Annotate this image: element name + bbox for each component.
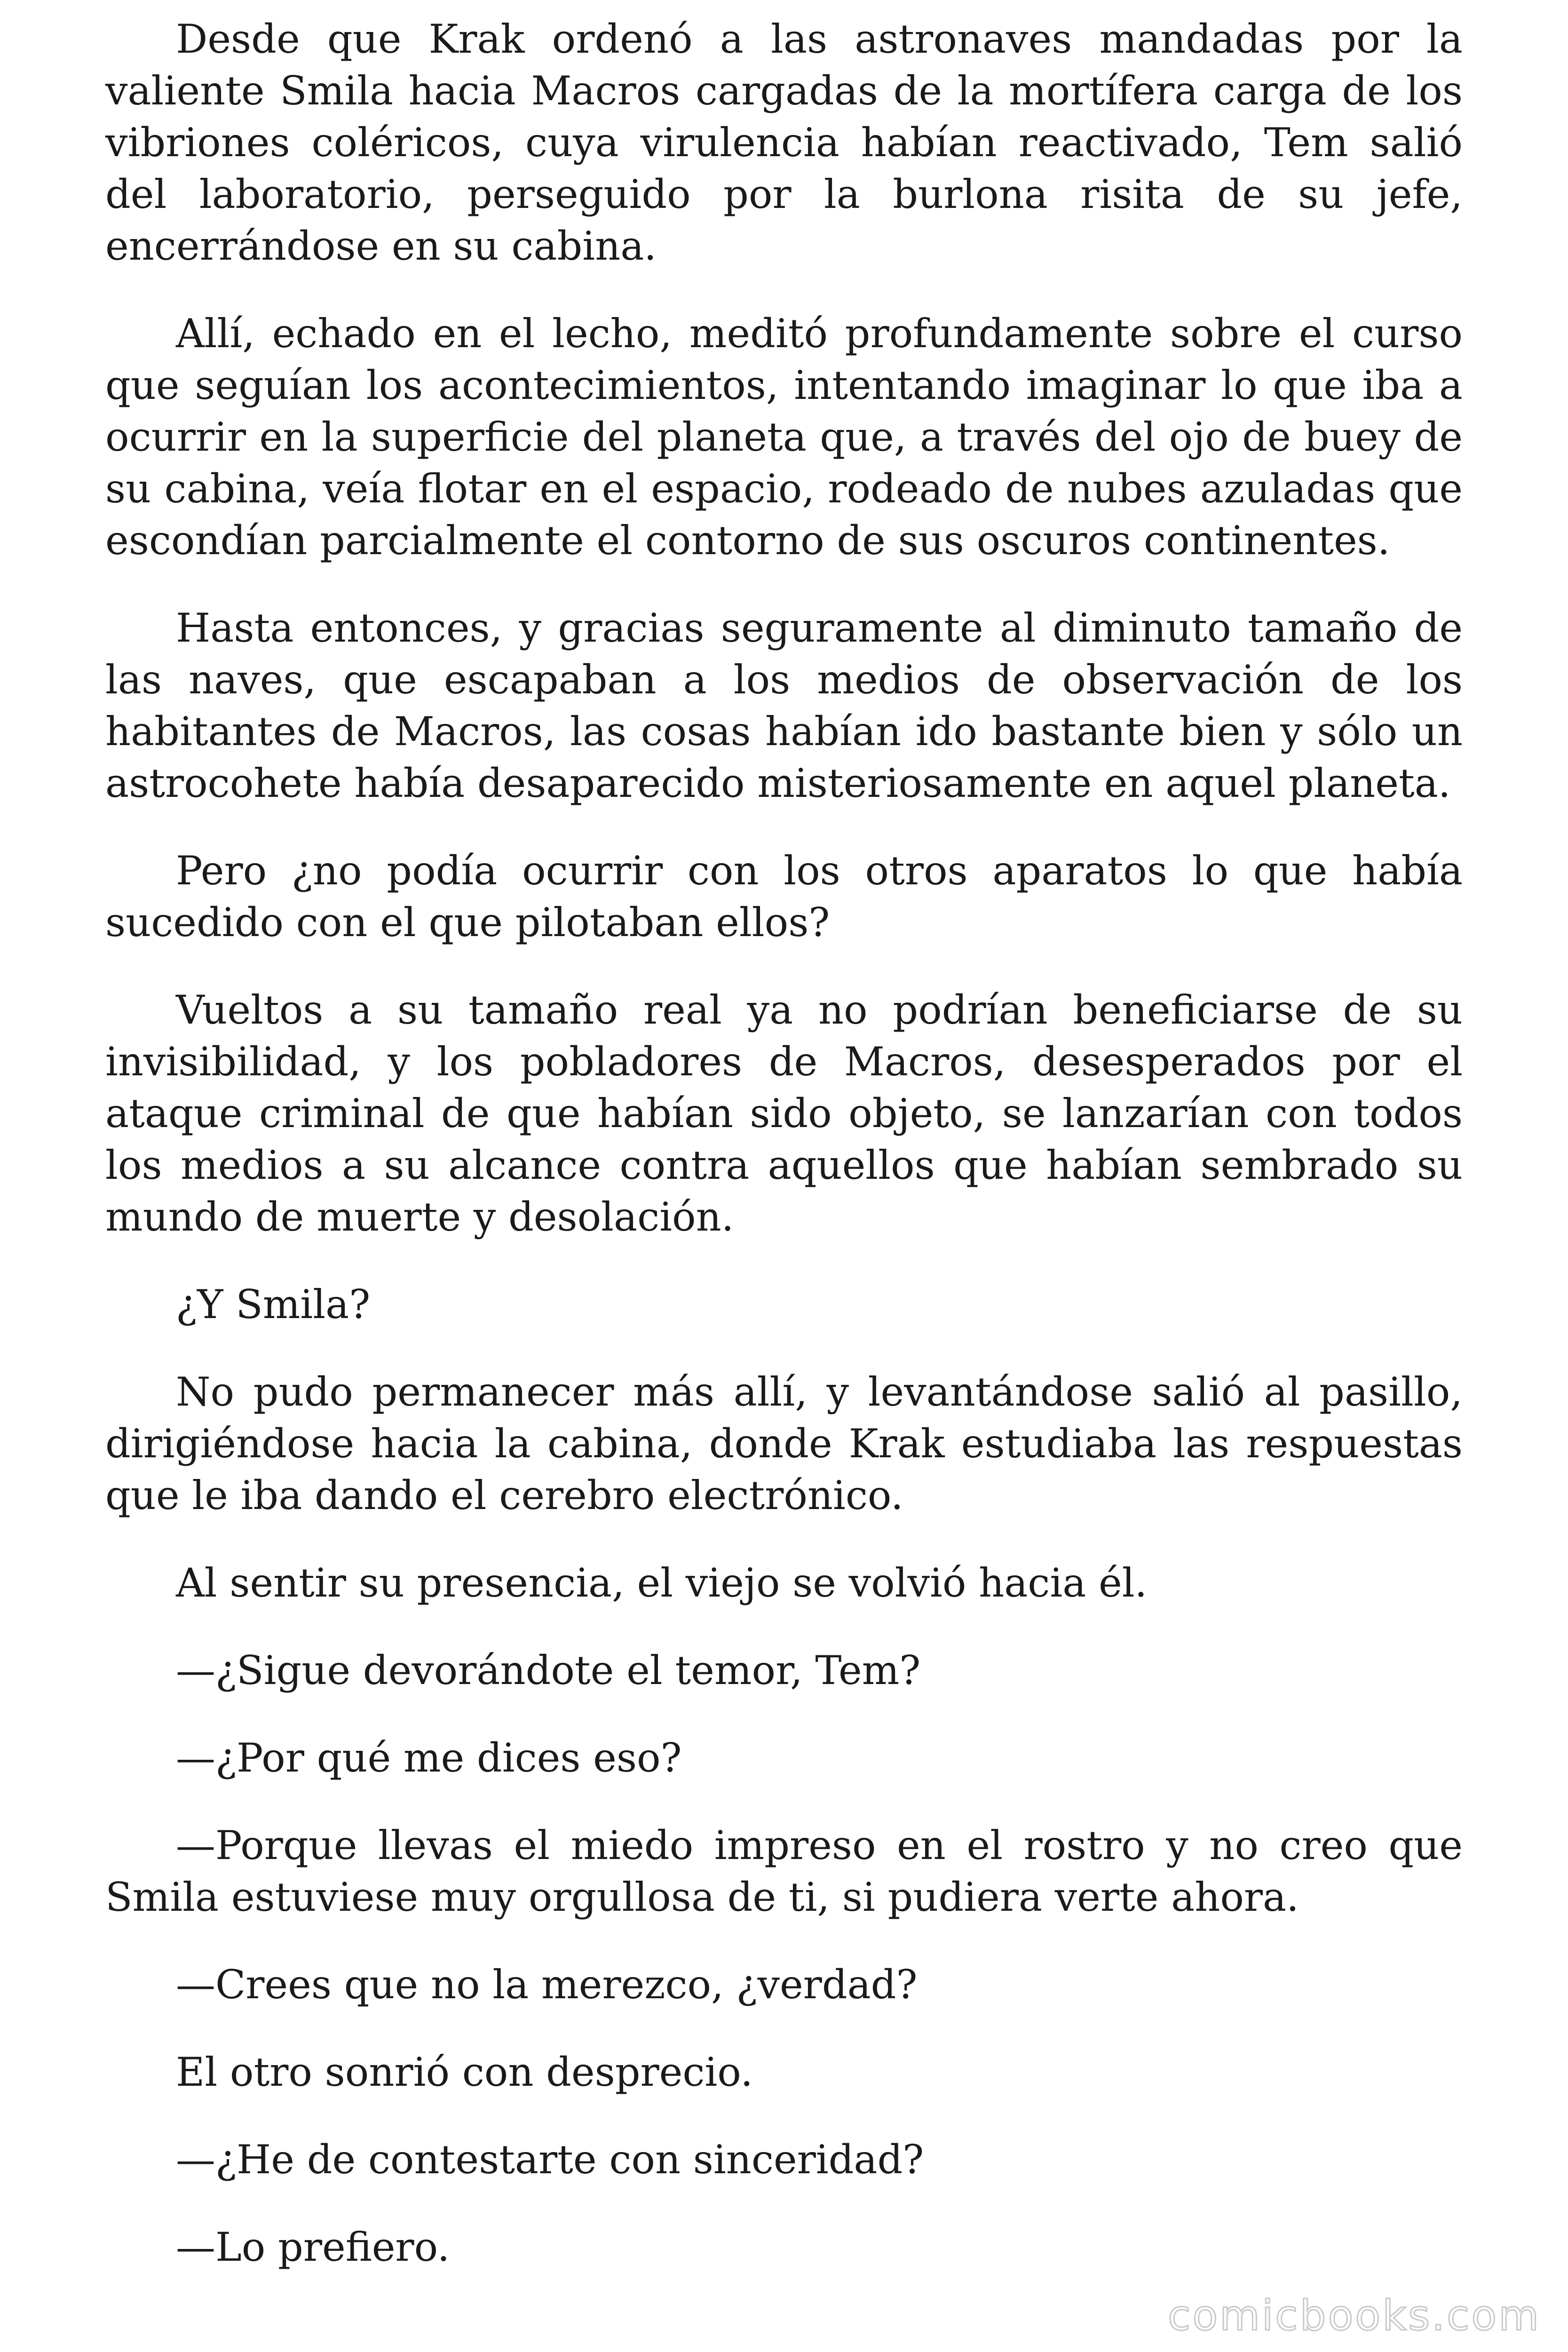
paragraph-13: El otro sonrió con desprecio.	[176, 2049, 753, 2095]
paragraph-7: No pudo permanecer más allí, y levantándose salió al pasillo, dirigiéndose hacia la cabina, donde Krak estudiaba las respuestas que le iba dando el cerebro electrónico.	[105, 1369, 1463, 1518]
paragraph-9: —¿Sigue devorándote el temor, Tem?	[176, 1647, 921, 1693]
paragraph-4: Pero ¿no podía ocurrir con los otros aparatos lo que había sucedido con el que pilotaban ellos?	[105, 848, 1463, 946]
book-page-text	[105, 13, 1463, 2273]
paragraph-5: Vueltos a su tamaño real ya no podrían beneficiarse de su invisibilidad, y los pobladores de Macros, desesperados por el ataque criminal de que habían sido objeto, se lanzarían con todos los medios a su alcance contra aquellos que habían sembrado su mundo de muerte y desolación.	[105, 987, 1463, 1240]
paragraph-15: —Lo prefiero.	[176, 2224, 450, 2270]
paragraph-12: —Crees que no la merezco, ¿verdad?	[176, 1962, 918, 2008]
paragraph-8: Al sentir su presencia, el viejo se volvió hacia él.	[176, 1560, 1148, 1606]
paragraph-1: Desde que Krak ordenó a las astronaves mandadas por la valiente Smila hacia Macros cargadas de la mortífera carga de los vibriones coléricos, cuya virulencia habían reactivado, Tem salió del laboratorio, perseguido por la burlona risita de su jefe, encerrándose en su cabina.	[105, 16, 1463, 269]
paragraph-11: —Porque llevas el miedo impreso en el rostro y no creo que Smila estuviese muy orgullosa de ti, si pudiera verte ahora.	[105, 1822, 1463, 1920]
paragraph-3: Hasta entonces, y gracias seguramente al diminuto tamaño de las naves, que escapaban a los medios de observación de los habitantes de Macros, las cosas habían ido bastante bien y sólo un astrocohete había desaparecido misteriosamente en aquel planeta.	[105, 605, 1463, 806]
paragraph-10: —¿Por qué me dices eso?	[176, 1735, 682, 1781]
paragraph-14: —¿He de contestarte con sinceridad?	[176, 2137, 924, 2183]
paragraph-6: ¿Y Smila?	[176, 1281, 371, 1327]
watermark-text: comicbooks.com	[1167, 2291, 1541, 2340]
paragraph-2: Allí, echado en el lecho, meditó profundamente sobre el curso que seguían los acontecimientos, intentando imaginar lo que iba a ocurrir en la superficie del planeta que, a través del ojo de buey de su cabina, veía flotar en el espacio, rodeado de nubes azuladas que escondían parcialmente el contorno de sus oscuros continentes.	[105, 310, 1463, 564]
